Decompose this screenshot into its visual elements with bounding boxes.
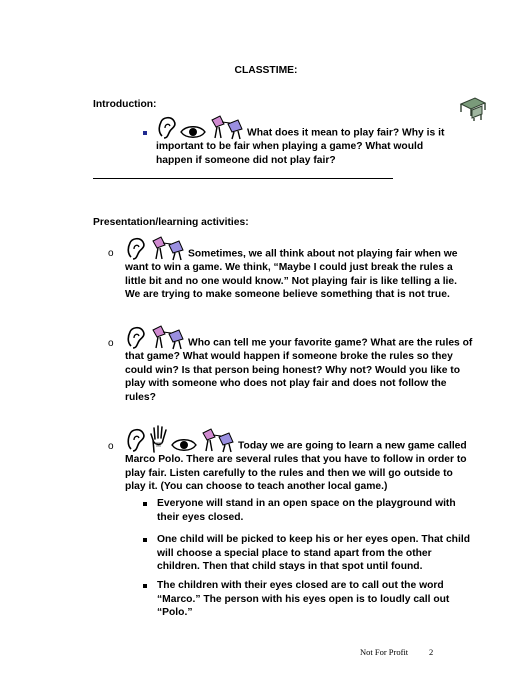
activity-text: Who can tell me your favorite game? What are the rules of that game? What would happen if someone broke the rules so they could win? Is that person being honest? Why not? Would you like to play with someone who does not play fair and does not follow the rules? [125, 337, 473, 403]
instruction-icons [125, 324, 187, 350]
classroom-desk-icon [458, 94, 488, 127]
ear-icon [156, 114, 178, 140]
eye-icon [171, 437, 197, 453]
activity-paragraph-2 [125, 324, 475, 404]
activity-paragraph-3 [125, 425, 475, 494]
list-bullet [143, 584, 147, 588]
list-bullet [143, 502, 147, 506]
rule-item-1: Everyone will stand in an open space on the playground with their eyes closed. [157, 498, 456, 523]
presentation-heading: Presentation/learning activities: [93, 217, 249, 228]
talking-figures-icon [208, 114, 246, 140]
section-divider [93, 178, 393, 179]
eye-icon [180, 124, 206, 140]
instruction-icons [156, 114, 246, 140]
talking-figures-icon [149, 235, 187, 261]
page-title: CLASSTIME: [234, 65, 298, 76]
list-bullet: o [108, 441, 114, 452]
activity-paragraph-1 [125, 235, 475, 302]
activity-text: Sometimes, we all think about not playing fair when we want to win a game. We think, “Maybe I could just break the rules a little bit and no one would know.” Not playing fair is like telling a lie. We are trying to make someone believe something that is not true. [125, 248, 458, 301]
talking-figures-icon [199, 427, 237, 453]
rule-item-2: One child will be picked to keep his or her eyes open. That child will choose a special place to stand apart from the other children. Then that child stays in that spot until found. [157, 534, 470, 573]
instruction-icons [125, 235, 187, 261]
list-bullet: o [108, 338, 114, 349]
introduction-heading: Introduction: [93, 99, 157, 110]
instruction-icons [125, 425, 237, 453]
talking-figures-icon [149, 324, 187, 350]
page-number: 2 [429, 647, 434, 657]
introduction-question: What does it mean to play fair? Why is it important to be fair when playing a game? What would happen if someone did not play fair? [156, 127, 445, 166]
footer-label: Not For Profit [360, 647, 409, 657]
list-bullet: o [108, 248, 114, 259]
introduction-text [156, 114, 456, 167]
list-bullet [143, 538, 147, 542]
ear-icon [125, 324, 147, 350]
list-bullet [143, 131, 147, 135]
ear-icon [125, 235, 147, 261]
rule-item-3: The children with their eyes closed are to call out the word “Marco.” The person with his eyes open is to loudly call out “Polo.” [157, 580, 450, 619]
ear-icon [125, 425, 147, 453]
activity-text: Today we are going to learn a new game called Marco Polo. There are several rules that you have to follow in order to play fair. Listen carefully to the rules and then we will go outside to play it. (You can choose to teach another local game.) [125, 440, 467, 493]
hand-icon [149, 425, 169, 453]
